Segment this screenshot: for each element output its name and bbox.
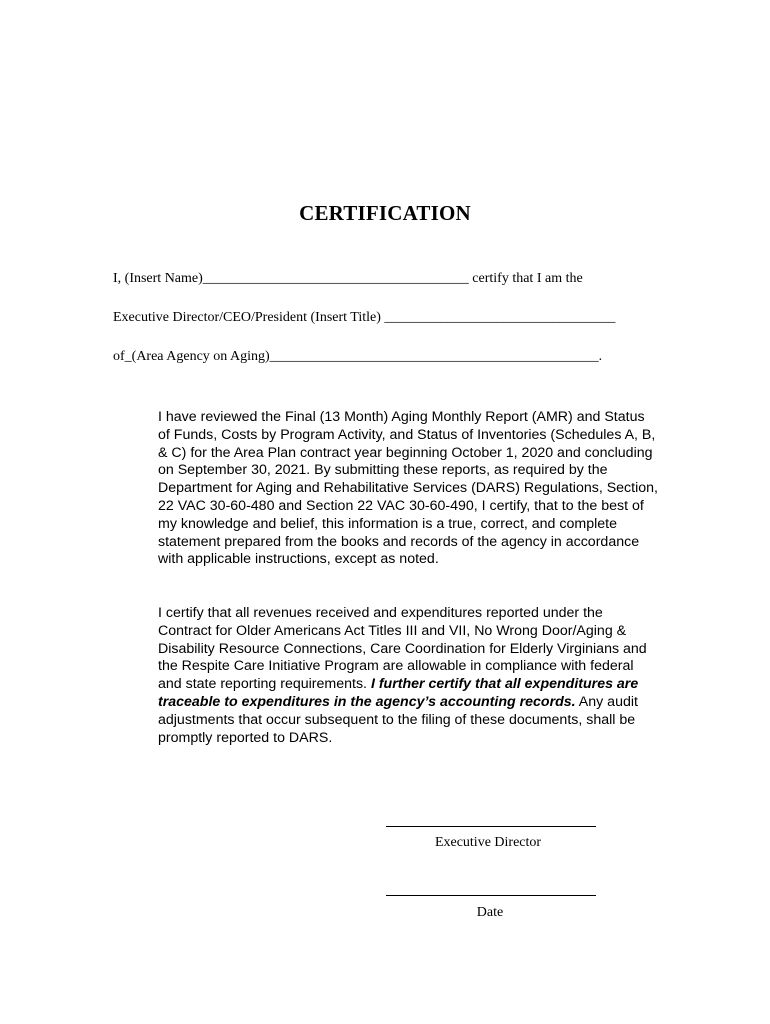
document-title: CERTIFICATION [299, 201, 471, 225]
review-paragraph: I have reviewed the Final (13 Month) Aging Monthly Report (AMR) and Status of Funds, Costs by Program Activity, and Status of Inventories (Schedules A, B, & C) for the Area Plan contract year beginning October 1, 2020 and concluding on September 30, 2021. By submitting these reports, as required by the Department for Aging and Rehabilitative Services (DARS) Regulations, Section, 22 VAC 30-60-480 and Section 22 VAC 30-60-490, I certify, that to the best of my knowledge and belief, this information is a true, correct, and complete statement prepared from the books and records of the agency in accordance with applicable instructions, except as noted. [158, 409, 658, 568]
certify-paragraph-emphasis: I further certify that all expenditures are traceable to expenditures in the agency’s accounting records. [158, 676, 639, 710]
executive-director-signature-line [386, 826, 596, 827]
certify-paragraph [158, 605, 658, 747]
area-agency-line: of_(Area Agency on Aging)_______________________________________________. [113, 349, 603, 364]
certify-paragraph-text-2: Any audit adjustments that occur subsequent to the filing of these documents, shall be promptly reported to DARS. [158, 693, 638, 746]
insert-name-line: I, (Insert Name)______________________________________ certify that I am the [113, 271, 583, 286]
date-label: Date [476, 905, 504, 920]
date-signature-line [386, 895, 596, 896]
executive-director-label: Executive Director [434, 835, 542, 850]
certify-paragraph-text-1: I certify that all revenues received and expenditures reported under the Contract for Older Americans Act Titles III and VII, No Wrong Door/Aging & Disability Resource Connections, Care Coordination for Elderly Virginians and the Respite Care Initiative Program are allowable in compliance with federal and state reporting requirements. [158, 605, 647, 693]
insert-title-line: Executive Director/CEO/President (Insert Title) _________________________________ [113, 310, 616, 325]
